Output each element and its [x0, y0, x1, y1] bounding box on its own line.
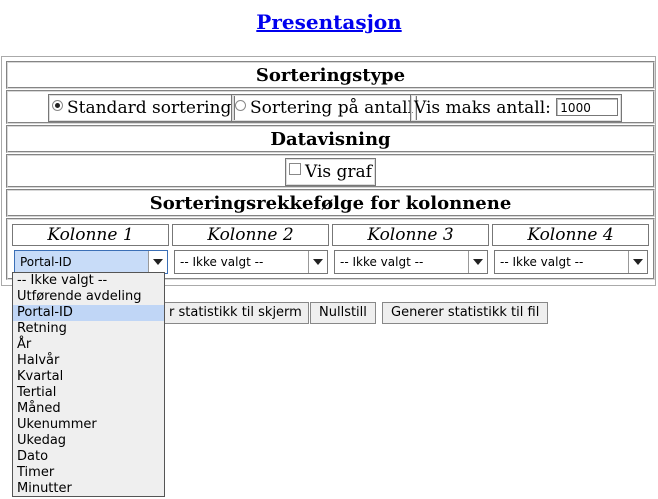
dropdown-option[interactable]: Ukedag [17, 433, 67, 448]
page-title[interactable]: Presentasjon [256, 10, 402, 34]
dropdown-option[interactable]: Timer [17, 465, 55, 480]
column-2-select[interactable] [174, 250, 328, 274]
column-3-selected: -- Ikke valgt -- [340, 255, 424, 269]
dropdown-option[interactable]: Måned [17, 401, 61, 416]
dropdown-option[interactable]: Portal-ID [13, 305, 164, 321]
column-4-header: Kolonne 4 [492, 224, 649, 246]
dropdown-option[interactable]: Minutter [17, 481, 72, 496]
sort-options-row [6, 90, 655, 124]
chevron-down-icon[interactable] [468, 251, 487, 273]
reset-button[interactable]: Nullstill [310, 302, 376, 324]
settings-table [1, 56, 656, 286]
column-1-selected: Portal-ID [20, 255, 72, 269]
show-graph-checkbox[interactable] [289, 163, 301, 175]
column-3-select[interactable] [334, 250, 488, 274]
column-order-header: Sorteringsrekkefølge for kolonnene [6, 189, 655, 217]
dropdown-option[interactable]: Utførende avdeling [17, 289, 142, 304]
column-4-select[interactable] [494, 250, 648, 274]
dropdown-option[interactable]: Ukenummer [17, 417, 97, 432]
column-4-selected: -- Ikke valgt -- [500, 255, 584, 269]
chevron-down-icon[interactable] [148, 251, 167, 273]
dropdown-option[interactable]: -- Ikke valgt -- [17, 273, 108, 288]
show-graph-label: Vis graf [305, 162, 372, 182]
column-3-header: Kolonne 3 [332, 224, 489, 246]
count-sort-option[interactable] [231, 94, 417, 122]
max-count-cell [410, 94, 622, 122]
dropdown-option[interactable]: Dato [17, 449, 49, 464]
chevron-down-icon[interactable] [308, 251, 327, 273]
dropdown-option[interactable]: Tertial [17, 385, 57, 400]
max-count-input[interactable]: 1000 [556, 98, 618, 116]
column-2-header: Kolonne 2 [172, 224, 329, 246]
max-count-label: Vis maks antall: [414, 98, 551, 118]
column-1-header: Kolonne 1 [12, 224, 169, 246]
dropdown-option[interactable]: Kvartal [17, 369, 64, 384]
column-order-row [6, 218, 655, 280]
generate-file-button[interactable]: Generer statistikk til fil [382, 302, 548, 324]
dropdown-option[interactable]: Halvår [17, 353, 60, 368]
standard-sort-radio[interactable] [52, 100, 63, 111]
show-graph-option[interactable] [285, 158, 376, 186]
display-options-row [6, 154, 655, 188]
dropdown-option[interactable]: År [17, 337, 32, 352]
generate-screen-button[interactable]: r statistikk til skjerm [140, 302, 309, 324]
display-header: Datavisning [6, 125, 655, 153]
dropdown-option[interactable]: Retning [17, 321, 67, 336]
column-1-select[interactable] [14, 250, 168, 274]
sort-type-header: Sorteringstype [6, 61, 655, 89]
standard-sort-label: Standard sortering [67, 98, 232, 118]
count-sort-label: Sortering på antall [250, 98, 414, 118]
column-1-dropdown-list[interactable] [12, 272, 165, 497]
column-2-selected: -- Ikke valgt -- [180, 255, 264, 269]
standard-sort-option[interactable] [48, 94, 235, 122]
count-sort-radio[interactable] [235, 100, 246, 111]
chevron-down-icon[interactable] [628, 251, 647, 273]
